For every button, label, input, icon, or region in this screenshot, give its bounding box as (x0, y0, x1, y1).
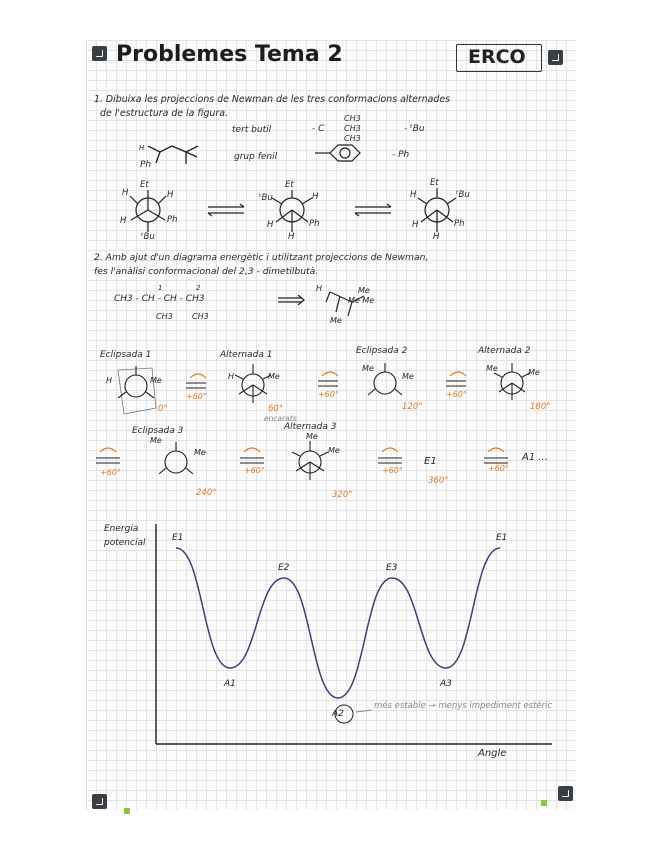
step-label: +60° (318, 390, 339, 399)
tertbutil-abbr: - ᵗBu (404, 124, 425, 134)
angle-label: 360° (428, 476, 449, 486)
group-label: Me (486, 364, 498, 373)
newman3-bot-left: H (412, 220, 419, 230)
page-tag: ERCO (468, 46, 526, 68)
step-label: +60° (186, 392, 207, 401)
group-label: Me (328, 446, 340, 455)
energy-point-label: A3 (440, 679, 452, 689)
row2-tail-a: A1 ... (522, 452, 548, 463)
newman1-top: Et (140, 180, 149, 190)
step-label: +60° (100, 468, 121, 477)
problem2-statement-line1: 2. Amb ajut d'un diagrama energètic i utilitzant projeccions de Newman, (94, 252, 429, 263)
tertbutil-ch3-b: CH3 (344, 124, 361, 133)
newman3-bot-right: Ph (454, 219, 465, 229)
formula-num-1: 1 (158, 284, 163, 292)
angle-label: 180° (530, 402, 551, 412)
chart-annotation: més estable → menys impediment estèric (374, 701, 553, 711)
group-label: Me (528, 368, 540, 377)
energy-point-label: E2 (278, 563, 290, 573)
angle-label: 240° (196, 488, 217, 498)
energy-point-label: E3 (386, 563, 398, 573)
structure-ph-label: Ph (140, 160, 152, 170)
newman1-right: H (167, 190, 174, 200)
chart-xlabel: Angle (478, 748, 507, 759)
angle-label: 0° (158, 404, 168, 414)
conformation-title: Eclipsada 3 (132, 426, 184, 436)
newman2-bot-left: H (267, 220, 274, 230)
newman2-bot-right: Ph (309, 219, 320, 229)
energy-curve (176, 548, 500, 698)
newman1-bot-right: Ph (167, 215, 178, 225)
sawhorse-me-2: Me Me (348, 296, 375, 305)
newman1-left: H (122, 188, 129, 198)
group-label: Me (150, 436, 162, 445)
conformation-title: Alternada 3 (284, 422, 337, 432)
step-label: +60° (446, 390, 467, 399)
conformation-title: Eclipsada 2 (356, 346, 408, 356)
row2-tail-e: E1 (424, 456, 437, 467)
group-label: Me (268, 372, 280, 381)
newman1-bot-left: H (120, 216, 127, 226)
formula-sub-2: CH3 (192, 312, 209, 321)
tertbutil-ch3-c: CH3 (344, 134, 361, 143)
newman2-left: ᵗBu (259, 193, 273, 203)
group-label: H (228, 372, 235, 381)
group-label: H (106, 376, 113, 385)
newman2-right: H (312, 192, 319, 202)
group-label: Me (362, 364, 374, 373)
structure-h-label: H (139, 144, 145, 152)
sawhorse-me-1: Me (358, 286, 370, 295)
newman2-bottom: H (288, 232, 295, 242)
energy-point-label: E1 (496, 533, 508, 543)
conformation-title: Alternada 1 (220, 350, 273, 360)
newman3-right: ᵗBu (456, 190, 470, 200)
problem1-statement-line2: de l'estructura de la figura. (100, 108, 228, 119)
annotation-arrow (356, 710, 372, 712)
chart-ylabel-line2: potencial (104, 538, 146, 548)
sawhorse-h: H (316, 284, 323, 293)
fenil-label: grup fenil (234, 152, 278, 162)
step-label: +60° (244, 466, 265, 475)
formula-num-2: 2 (196, 284, 201, 292)
sawhorse-me-3: Me (330, 316, 342, 325)
step-label: +60° (488, 464, 509, 473)
alternada1-note: encarats (264, 414, 297, 423)
newman3-top: Et (430, 178, 439, 188)
newman3-bottom: H (433, 232, 440, 242)
group-label: Me (306, 432, 318, 441)
group-label: Me (402, 372, 414, 381)
group-label: Me (150, 376, 162, 385)
energy-point-label: A2 (332, 709, 344, 719)
group-label: Me (194, 448, 206, 457)
energy-point-label: E1 (172, 533, 184, 543)
angle-label: 120° (402, 402, 423, 412)
page-title: Problemes Tema 2 (116, 42, 343, 67)
step-label: +60° (382, 466, 403, 475)
newman3-left: H (410, 190, 417, 200)
formula-sub-1: CH3 (156, 312, 173, 321)
conformation-title: Eclipsada 1 (100, 350, 152, 360)
problem1-statement-line1: 1. Dibuixa les projeccions de Newman de les tres conformacions alternades (94, 94, 451, 105)
tertbutil-ch3-a: CH3 (344, 114, 361, 123)
energy-point-label: A1 (224, 679, 236, 689)
conformation-title: Alternada 2 (478, 346, 531, 356)
chart-ylabel-line1: Energia (104, 524, 139, 534)
angle-label: 60° (268, 404, 284, 414)
fenil-abbr: - Ph (392, 150, 410, 160)
newman2-top: Et (285, 180, 294, 190)
newman1-bottom: ᵗBu (141, 232, 155, 242)
formula-main: CH3 - CH - CH - CH3 (114, 294, 205, 304)
tertbutil-prefix: - C (312, 124, 325, 134)
problem2-statement-line2: fes l'anàlisi conformacional del 2,3 - dimetilbutà. (94, 266, 319, 277)
angle-label: 320° (332, 490, 353, 500)
tertbutil-label: tert butil (232, 125, 272, 135)
